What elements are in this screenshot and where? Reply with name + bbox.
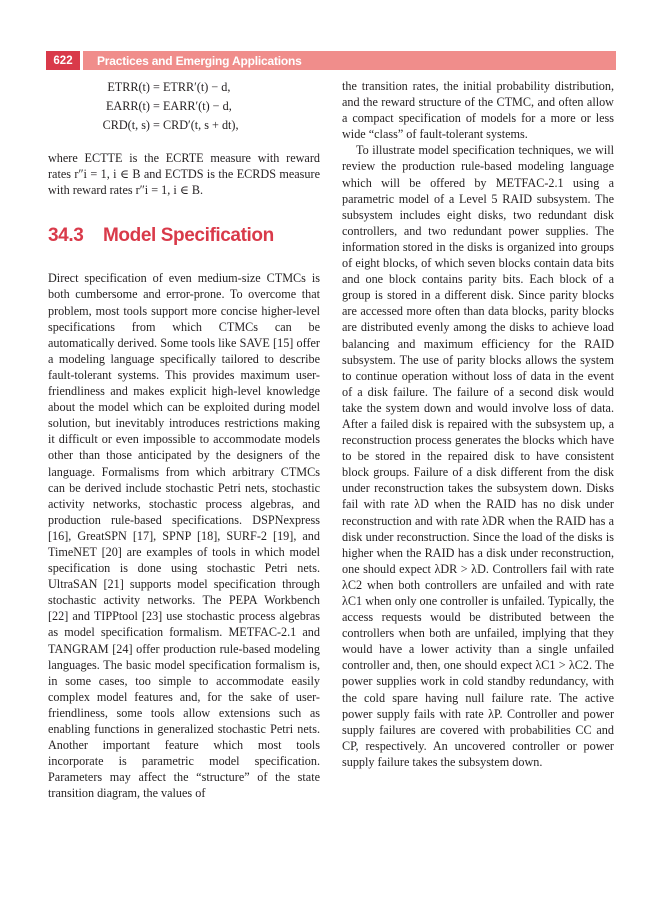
equation-earr xyxy=(48,97,320,116)
section-heading xyxy=(48,225,320,247)
equation-lhs: ETRR(t) xyxy=(107,80,150,94)
paragraph-direct-specification: Direct specification of even medium-size CTMCs is both cumbersome and error-prone. To overcome that problem, most tools support more concise higher-level specifications from which CTMCs can be automatically derived. Some tools like SAVE [15] offer a modeling language specifically tailored to describe fault-tolerant systems. This provides maximum user-friendliness and makes explicit high-level knowledge about the model which can be exploited during model solution, but inevitably introduces restrictions making it difficult or even impossible to accommodate models other than those anticipated by the designers of the language. Formalisms from which arbitrary CTMCs can be derived include stochastic Petri nets, stochastic activity networks, stochastic process algebras, and production rule-based specifications. DSPNexpress [16], GreatSPN [17], SPNP [18], SURF-2 [19], and TimeNET [20] are examples of tools in which model specification is done using stochastic Petri nets. UltraSAN [21] supports model specification through stochastic activity networks. The PEPA Workbench [22] and TIPPtool [23] use stochastic process algebras as model specification formalism. METFAC-2.1 and TANGRAM [24] offer production rule-based modeling languages. The basic model specification formalism is, in some cases, too simple to accommodate easily complex model features and, for the sake of user-friendliness, some tools allow extensions such as enabling functions in generalized stochastic Petri nets. Another important feature which most tools incorporate is parametric model specification. Parameters may affect the “structure” of the state transition diagram, the values of xyxy=(48,271,320,801)
equation-rhs: = EARR′(t) − d, xyxy=(153,99,232,113)
running-title: Practices and Emerging Applications xyxy=(83,51,616,70)
running-header xyxy=(46,51,616,70)
equation-block xyxy=(48,78,320,135)
paragraph-transition-rates: the transition rates, the initial probability distribution, and the reward structure of the CTMC, and often allow a compact specification of models for a more or less wide “class” of fault-tolerant systems. xyxy=(342,79,614,142)
section-title: Model Specification xyxy=(103,225,274,247)
right-column xyxy=(342,78,614,770)
paragraph-reward-rates: where ECTTE is the ECRTE measure with reward rates r″i = 1, i ∈ B and ECTDS is the ECRDS measure with reward rates r″i = 1, i ∈ B. xyxy=(48,151,320,198)
equation-crd xyxy=(48,116,320,135)
equation-rhs: = CRD′(t, s + dt), xyxy=(153,118,239,132)
equation-rhs: = ETRR′(t) − d, xyxy=(153,80,231,94)
page-number: 622 xyxy=(46,51,80,70)
section-number: 34.3 xyxy=(48,225,84,247)
equation-lhs: EARR(t) xyxy=(105,99,150,113)
equation-etrr xyxy=(48,78,320,97)
equation-lhs: CRD(t, s) xyxy=(102,118,150,132)
paragraph-raid-example: To illustrate model specification techniques, we will review the production rule-based modeling language which will be offered by METFAC-2.1 using a parametric model of a Level 5 RAID subsystem. The subsystem includes eight disks, two redundant disk controllers, and two redundant power supplies. The information stored in the disks is organized into groups of eight blocks, of which seven blocks contain data bits and one block contains parity bits. Each block of a group is stored in a different disk. Since parity blocks are accessed more often than data blocks, parity blocks are distributed evenly among the disks to achieve load balancing and maximum efficiency for the RAID subsystem. The use of parity blocks allows the system to continue operation without loss of data in the event of a disk failure. The failure of a second disk would take the system down and would involve loss of data. After a failed disk is repaired with the subsystem up, a reconstruction process generates the blocks which have to be stored in the repaired disk to have consistent block groups. Failure of a disk different from the disk under reconstruction takes the subsystem down. Disks fail with rate λD when the RAID has no disk under reconstruction and with rate λDR when the RAID has a disk under reconstruction. Since the load of the disks is higher when the RAID has a disk under reconstruction, one should expect λDR > λD. Controllers fail with rate λC2 when both controllers are unfailed and with rate λC1 when only one controller is unfailed. Typically, the access requests would be distributed between the controllers when both are unfailed, implying that they would have a lower activity than a single unfailed controller and, then, one should expect λC1 > λC2. The power supplies work in cold standby redundancy, with the cold spare having null failure rate. The active power supply fails with rate λP. Controller and power supply failures are covered with probabilities CC and CP, respectively. An uncovered controller or power supply failure takes the subsystem down. xyxy=(342,143,614,769)
left-column xyxy=(48,78,320,801)
